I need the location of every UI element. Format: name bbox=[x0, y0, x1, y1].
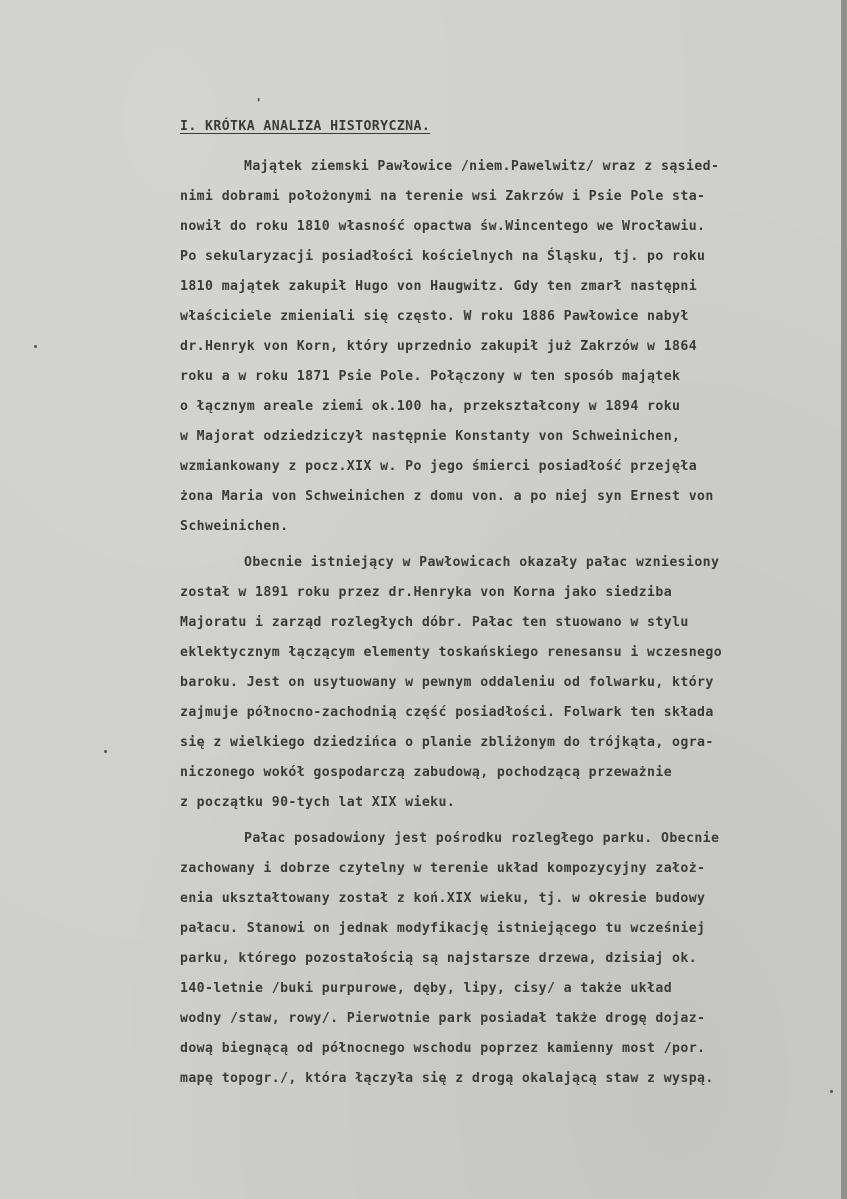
text-line: zajmuje północno-zachodnią część posiadłości. Folwark ten składa bbox=[180, 705, 714, 720]
text-line: w Majorat odziedziczył następnie Konstanty von Schweinichen, bbox=[180, 429, 681, 444]
text-line: enia ukształtowany został z koń.XIX wieku, tj. w okresie budowy bbox=[180, 891, 706, 906]
text-line: się z wielkiego dziedzińca o planie zbliżonym do trójkąta, ogra- bbox=[180, 735, 714, 750]
top-mark: ' bbox=[255, 96, 263, 110]
text-line: mapę topogr./, która łączyła się z drogą okalającą staw z wyspą. bbox=[180, 1071, 714, 1086]
paper-speck bbox=[104, 750, 107, 753]
paper-speck bbox=[830, 1090, 833, 1093]
text-line: parku, którego pozostałością są najstarsze drzewa, dzisiaj ok. bbox=[180, 951, 698, 966]
text-line: został w 1891 roku przez dr.Henryka von Korna jako siedziba bbox=[180, 585, 673, 600]
page-heading: I. KRÓTKA ANALIZA HISTORYCZNA. bbox=[180, 119, 431, 134]
text-line: o łącznym areale ziemi ok.100 ha, przekształcony w 1894 roku bbox=[180, 399, 681, 414]
text-line: wzmiankowany z pocz.XIX w. Po jego śmierci posiadłość przejęła bbox=[180, 459, 698, 474]
text-line: dr.Henryk von Korn, który uprzednio zakupił już Zakrzów w 1864 bbox=[180, 339, 698, 354]
text-line: 1810 majątek zakupił Hugo von Haugwitz. Gdy ten zmarł następni bbox=[180, 279, 698, 294]
text-line: nimi dobrami położonymi na terenie wsi Zakrzów i Psie Pole sta- bbox=[180, 189, 706, 204]
text-line: właściciele zmieniali się często. W roku 1886 Pawłowice nabył bbox=[180, 309, 689, 324]
text-line: 140-letnie /buki purpurowe, dęby, lipy, cisy/ a także układ bbox=[180, 981, 673, 996]
text-line: z początku 90-tych lat XIX wieku. bbox=[180, 795, 456, 810]
text-line: baroku. Jest on usytuowany w pewnym oddaleniu od folwarku, który bbox=[180, 675, 714, 690]
paper-speck bbox=[34, 345, 37, 348]
text-line: Pałac posadowiony jest pośrodku rozległego parku. Obecnie bbox=[244, 831, 720, 846]
text-line: eklektycznym łączącym elementy toskańskiego renesansu i wczesnego bbox=[180, 645, 723, 660]
text-line: roku a w roku 1871 Psie Pole. Połączony w ten sposób majątek bbox=[180, 369, 681, 384]
text-line: dową biegnącą od północnego wschodu poprzez kamienny most /por. bbox=[180, 1041, 706, 1056]
text-line: Obecnie istniejący w Pawłowicach okazały pałac wzniesiony bbox=[244, 555, 720, 570]
text-line: niczonego wokół gospodarczą zabudową, pochodzącą przeważnie bbox=[180, 765, 673, 780]
text-line: Majoratu i zarząd rozległych dóbr. Pałac ten stuowano w stylu bbox=[180, 615, 689, 630]
text-line: pałacu. Stanowi on jednak modyfikację istniejącego tu wcześniej bbox=[180, 921, 706, 936]
text-line: zachowany i dobrze czytelny w terenie układ kompozycyjny założ- bbox=[180, 861, 706, 876]
text-line: Schweinichen. bbox=[180, 519, 289, 534]
text-line: żona Maria von Schweinichen z domu von. a po niej syn Ernest von bbox=[180, 489, 714, 504]
text-line: nowił do roku 1810 własność opactwa św.Wincentego we Wrocławiu. bbox=[180, 219, 706, 234]
text-line: wodny /staw, rowy/. Pierwotnie park posiadał także drogę dojaz- bbox=[180, 1011, 706, 1026]
text-line: Po sekularyzacji posiadłości kościelnych na Śląsku, tj. po roku bbox=[180, 249, 706, 264]
text-line: Majątek ziemski Pawłowice /niem.Pawelwitz/ wraz z sąsied- bbox=[244, 159, 720, 174]
